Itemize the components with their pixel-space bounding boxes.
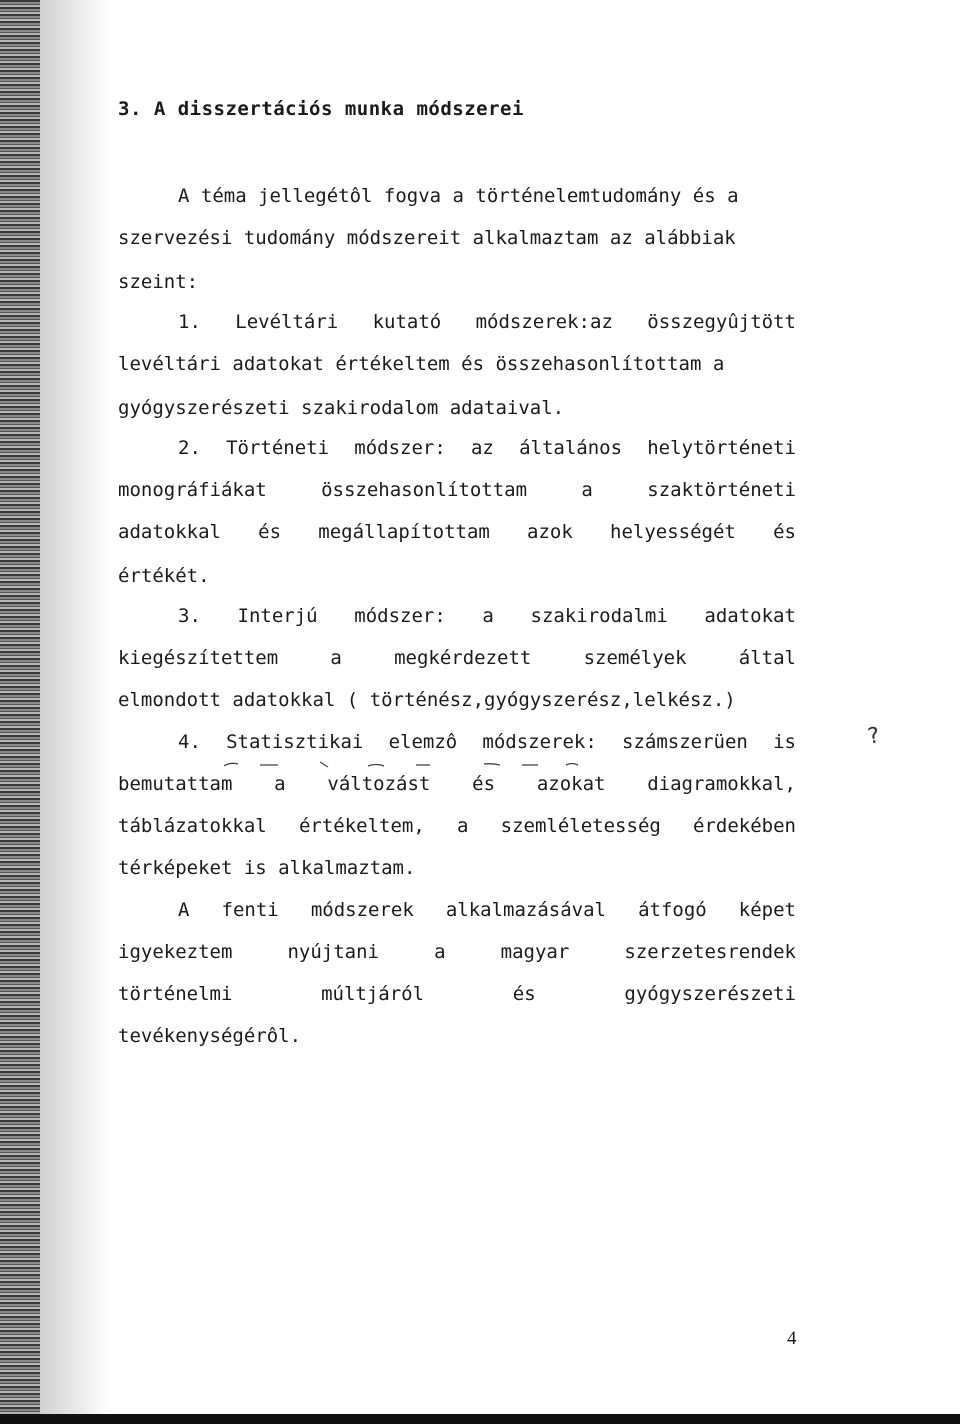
word: helytörténeti: [647, 437, 796, 459]
text-line: [118, 646, 796, 670]
word: és: [258, 521, 282, 543]
text-line: [118, 564, 210, 588]
text-line: [118, 352, 724, 376]
word: 3.: [178, 605, 201, 627]
text-line: [118, 856, 415, 880]
word: kutató: [372, 311, 442, 333]
word: szerzetesrendek: [624, 941, 796, 963]
word: és: [512, 983, 536, 1005]
word: módszerek: [310, 899, 414, 921]
word: személyek: [583, 647, 687, 669]
word: szakirodalmi: [530, 605, 668, 627]
text-line: [118, 982, 796, 1006]
text-line: [118, 478, 796, 502]
word: az: [470, 437, 494, 459]
text-line: [118, 940, 796, 964]
word: azokat: [536, 773, 606, 795]
word: érdekében: [693, 815, 796, 837]
word: és: [472, 773, 496, 795]
word: A: [178, 899, 190, 921]
word: térképeket is alkalmaztam.: [118, 857, 416, 879]
word: helyességét: [610, 521, 736, 543]
scan-bottom-edge: [0, 1414, 960, 1424]
word: módszerek:az: [475, 311, 613, 333]
word: A téma jellegétôl fogva a történelemtudomány és a: [178, 185, 739, 207]
word: tevékenységérôl.: [118, 1025, 302, 1047]
word: megkérdezett: [394, 647, 532, 669]
text-line: [118, 1024, 301, 1048]
text-line: [178, 604, 796, 628]
word: Interjú: [237, 605, 318, 627]
word: módszer:: [354, 437, 446, 459]
word: a: [457, 815, 469, 837]
word: és: [773, 521, 796, 543]
text-line: [118, 226, 736, 250]
text-line: [118, 814, 796, 838]
text-line: [118, 688, 736, 712]
word: a: [330, 647, 342, 669]
word: a: [274, 773, 286, 795]
text-line: [178, 436, 796, 460]
word: elemzô: [388, 731, 458, 753]
text-line: [118, 520, 796, 544]
word: értékeltem,: [298, 815, 425, 837]
word: adatokkal: [118, 521, 221, 543]
word: történelmi: [118, 983, 233, 1005]
word: fenti: [221, 899, 279, 921]
word: is: [773, 731, 796, 753]
scan-binding-edge: [0, 0, 40, 1424]
word: szervezési tudomány módszereit alkalmaztam az alábbiak: [118, 227, 736, 249]
word: magyar: [500, 941, 570, 963]
section-heading: 3. A disszertációs munka módszerei: [118, 98, 524, 120]
text-line: [118, 396, 564, 420]
word: megállapítottam: [318, 521, 490, 543]
word: levéltári adatokat értékeltem és összehasonlítottam a: [118, 353, 725, 375]
word: Levéltári: [235, 311, 339, 333]
word: a: [434, 941, 446, 963]
word: Statisztikai: [226, 731, 364, 753]
word: szaktörténeti: [647, 479, 796, 501]
scan-shadow: [40, 0, 110, 1424]
word: összehasonlítottam: [321, 479, 528, 501]
word: módszer:: [354, 605, 446, 627]
word: bemutattam: [118, 773, 233, 795]
word: monográfiákat: [118, 479, 267, 501]
text-line: [118, 270, 198, 294]
word: kiegészítettem: [118, 647, 279, 669]
word: számszerüen: [622, 731, 748, 753]
word: a: [482, 605, 494, 627]
word: alkalmazásával: [445, 899, 606, 921]
text-line: [178, 730, 796, 754]
word: múltjáról: [321, 983, 425, 1005]
word: táblázatokkal: [118, 815, 267, 837]
word: nyújtani: [287, 941, 379, 963]
word: gyógyszerészeti: [624, 983, 796, 1005]
word: szeint:: [118, 271, 199, 293]
word: értékét.: [118, 565, 210, 587]
handwritten-underline-marks: [222, 760, 582, 768]
text-line: [178, 310, 796, 334]
word: 1.: [178, 311, 201, 333]
word: 4.: [178, 731, 201, 753]
word: diagramokkal,: [647, 773, 796, 795]
margin-question-mark: ?: [865, 723, 882, 750]
word: Történeti: [226, 437, 330, 459]
text-line: [178, 184, 739, 208]
word: igyekeztem: [118, 941, 233, 963]
page-number: 4: [787, 1328, 797, 1349]
word: szemléletesség: [500, 815, 661, 837]
word: azok: [527, 521, 573, 543]
text-line: [118, 772, 796, 796]
word: által: [738, 647, 796, 669]
word: változást: [327, 773, 431, 795]
word: képet: [738, 899, 796, 921]
word: átfogó: [638, 899, 707, 921]
word: adatokat: [704, 605, 796, 627]
word: gyógyszerészeti szakirodalom adataival.: [118, 397, 565, 419]
word: 2.: [178, 437, 201, 459]
word: módszerek:: [482, 731, 597, 753]
word: összegyûjtött: [647, 311, 796, 333]
word: általános: [519, 437, 623, 459]
word: elmondott adatokkal ( történész,gyógyszerész,lelkész.): [118, 689, 736, 711]
word: a: [581, 479, 593, 501]
text-line: [178, 898, 796, 922]
